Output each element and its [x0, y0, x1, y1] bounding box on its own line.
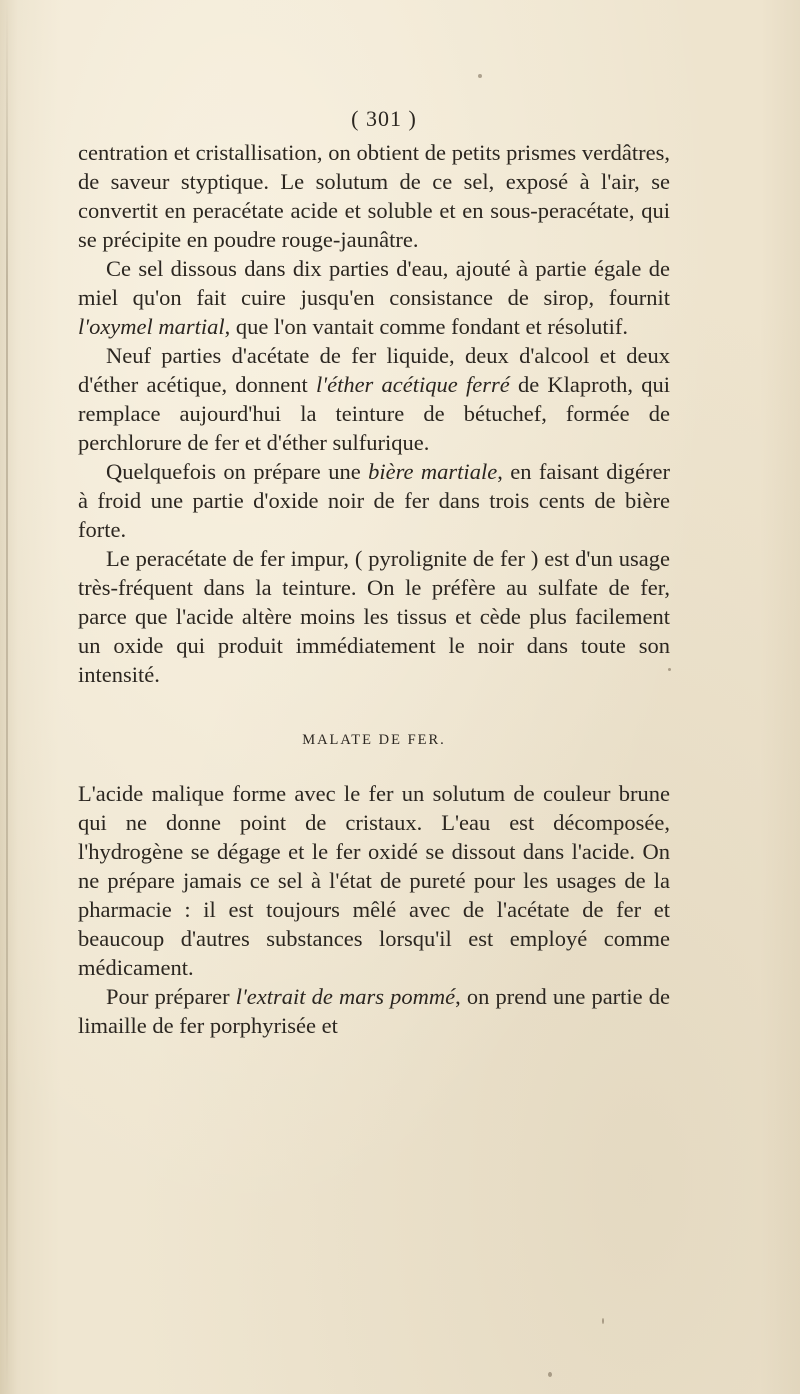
paragraph-text: Neuf parties d'acétate de fer liquide, deux d'alcool et deux d'éther acétique, donnent [78, 343, 670, 397]
paragraph-text: Le peracétate de fer impur, ( pyrolignite de fer ) est d'un usage très-fréquent dans la teinture. On le préfère au sulfate de fer, parce que l'acide altère moins les tissus et cède plus facilement un oxide qui produit immédiatement le noir dans toute son intensité. [78, 546, 670, 687]
paper-speck [548, 1372, 552, 1377]
paragraph-text: , que l'on vantait comme fondant et résolutif. [224, 314, 628, 339]
paper-speck [602, 1318, 604, 1324]
paragraph [78, 779, 670, 982]
text-block [78, 100, 670, 1040]
italic-term: l'extrait de mars pommé [235, 984, 456, 1009]
italic-term: l'éther acétique ferré [316, 372, 510, 397]
page-edge-shadow [6, 0, 8, 1394]
page-number: ( 301 ) [351, 106, 417, 131]
paragraph-text: Quelquefois on prépare une [106, 459, 369, 484]
paper-speck [478, 74, 482, 78]
main-paragraphs [78, 138, 670, 689]
paragraph-text: centration et cristallisation, on obtient de petits prismes verdâtres, de saveur styptique. Le solutum de ce sel, exposé à l'air, se convertit en peracétate acide et soluble et en sous-peracétate, qui se précipite en poudre rouge-jaunâtre. [78, 140, 670, 252]
paragraph-text: Pour préparer [106, 984, 236, 1009]
italic-term: l'oxymel martial [78, 314, 225, 339]
paragraph [78, 254, 670, 341]
paragraph [78, 341, 670, 457]
paragraph-text: L'acide malique forme avec le fer un solutum de couleur brune qui ne donne point de cristaux. L'eau est décomposée, l'hydrogène se dégage et le fer oxidé se dissout dans l'acide. On ne prépare jamais ce sel à l'état de pureté pour les usages de la pharmacie : il est toujours mêlé avec de l'acétate de fer et beaucoup d'autres substances lorsqu'il est employé comme médicament. [78, 781, 670, 980]
paragraph [78, 457, 670, 544]
paragraph [78, 138, 670, 254]
paragraph-text: Ce sel dissous dans dix parties d'eau, ajouté à partie égale de miel qu'on fait cuire jusqu'en consistance de sirop, fournit [78, 256, 670, 310]
italic-term: bière martiale [368, 459, 498, 484]
paragraph-text: , en faisant digérer à froid une partie d'oxide noir de fer dans trois cents de bière forte. [78, 459, 671, 542]
paragraph [78, 544, 670, 689]
section-heading: MALATE DE FER. [302, 732, 446, 748]
paragraph [78, 982, 670, 1040]
paper-speck [668, 668, 671, 671]
paragraph-text: de Klaproth, qui remplace aujourd'hui la teinture de bétuchef, formée de perchlorure de fer et d'éther sulfurique. [78, 372, 670, 455]
paragraph-text: , on prend une partie de limaille de fer porphyrisée et [78, 984, 671, 1038]
section-paragraphs [78, 779, 670, 1040]
